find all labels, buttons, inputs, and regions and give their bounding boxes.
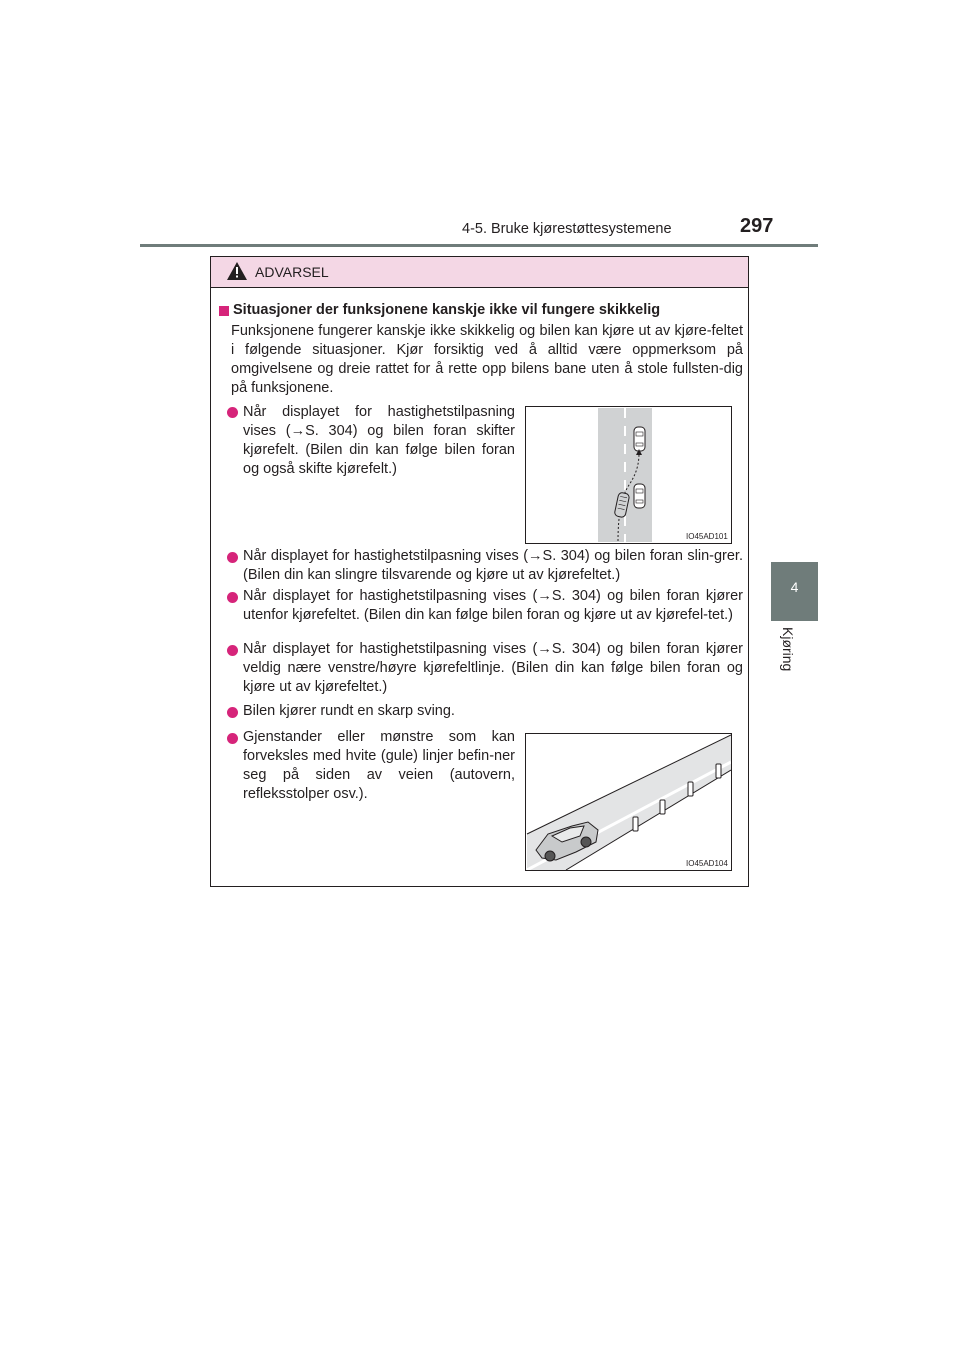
list-bullet xyxy=(227,552,238,563)
list-bullet xyxy=(227,407,238,418)
list-item: Gjenstander eller mønstre som kan forveksles med hvite (gule) linjer befin-ner seg på siden av veien (autovern, refleksstolper osv.). xyxy=(243,729,515,802)
list-item: Når displayet for hastighetstilpasning vises (→S. 304) og bilen foran slin-grer. (Bilen din kan slingre tilsvarende og kjøre ut av kjørefeltet.) xyxy=(243,548,743,583)
header-rule xyxy=(140,244,818,247)
guardrail-illustration xyxy=(526,734,731,870)
warning-header xyxy=(211,257,748,288)
chapter-tab xyxy=(771,562,818,621)
heading-bullet xyxy=(219,306,229,316)
guardrail-figure xyxy=(525,733,732,871)
page-number: 297 xyxy=(740,215,774,237)
warning-heading: Situasjoner der funksjonene kanskje ikke vil fungere skikkelig xyxy=(233,302,661,318)
warning-box xyxy=(210,256,749,887)
warning-intro: Funksjonene fungerer kanskje ikke skikkelig og bilen kan kjøre ut av kjøre-feltet i følgende situasjoner. Kjør forsiktig ved å alltid være oppmerksom på omgivelsene og dreie rattet for å rette opp bilens bane uten å stole fullsten-dig på funksjonene. xyxy=(231,323,743,396)
list-bullet xyxy=(227,645,238,656)
list-bullet xyxy=(227,733,238,744)
list-bullet xyxy=(227,707,238,718)
warning-title: ADVARSEL xyxy=(255,264,329,280)
list-bullet xyxy=(227,592,238,603)
lane-change-figure xyxy=(525,406,732,544)
list-item: Når displayet for hastighetstilpasning vises (→S. 304) og bilen foran kjører veldig nære venstre/høyre kjørefeltlinje. (Bilen din kan følge bilen foran og kjøre ut av kjørefeltet.) xyxy=(243,641,743,695)
lane-change-illustration xyxy=(526,407,731,543)
warning-triangle-icon xyxy=(227,262,247,280)
list-item: Bilen kjører rundt en skarp sving. xyxy=(243,703,455,719)
list-item: Når displayet for hastighetstilpasning vises (→S. 304) og bilen foran skifter kjørefelt. (Bilen din kan følge bilen foran og også skifte kjørefelt.) xyxy=(243,404,515,477)
list-item: Når displayet for hastighetstilpasning vises (→S. 304) og bilen foran kjører utenfor kjørefeltet. (Bilen din kan følge bilen foran og kjøre ut av kjørefel-tet.) xyxy=(243,588,743,623)
figure-id: IO45AD104 xyxy=(686,859,728,868)
chapter-label-wrap xyxy=(780,627,810,697)
figure-id: IO45AD101 xyxy=(686,532,728,541)
chapter-number: 4 xyxy=(790,579,799,595)
section-title: 4-5. Bruke kjørestøttesystemene xyxy=(462,221,672,237)
chapter-label: Kjøring xyxy=(780,627,796,672)
